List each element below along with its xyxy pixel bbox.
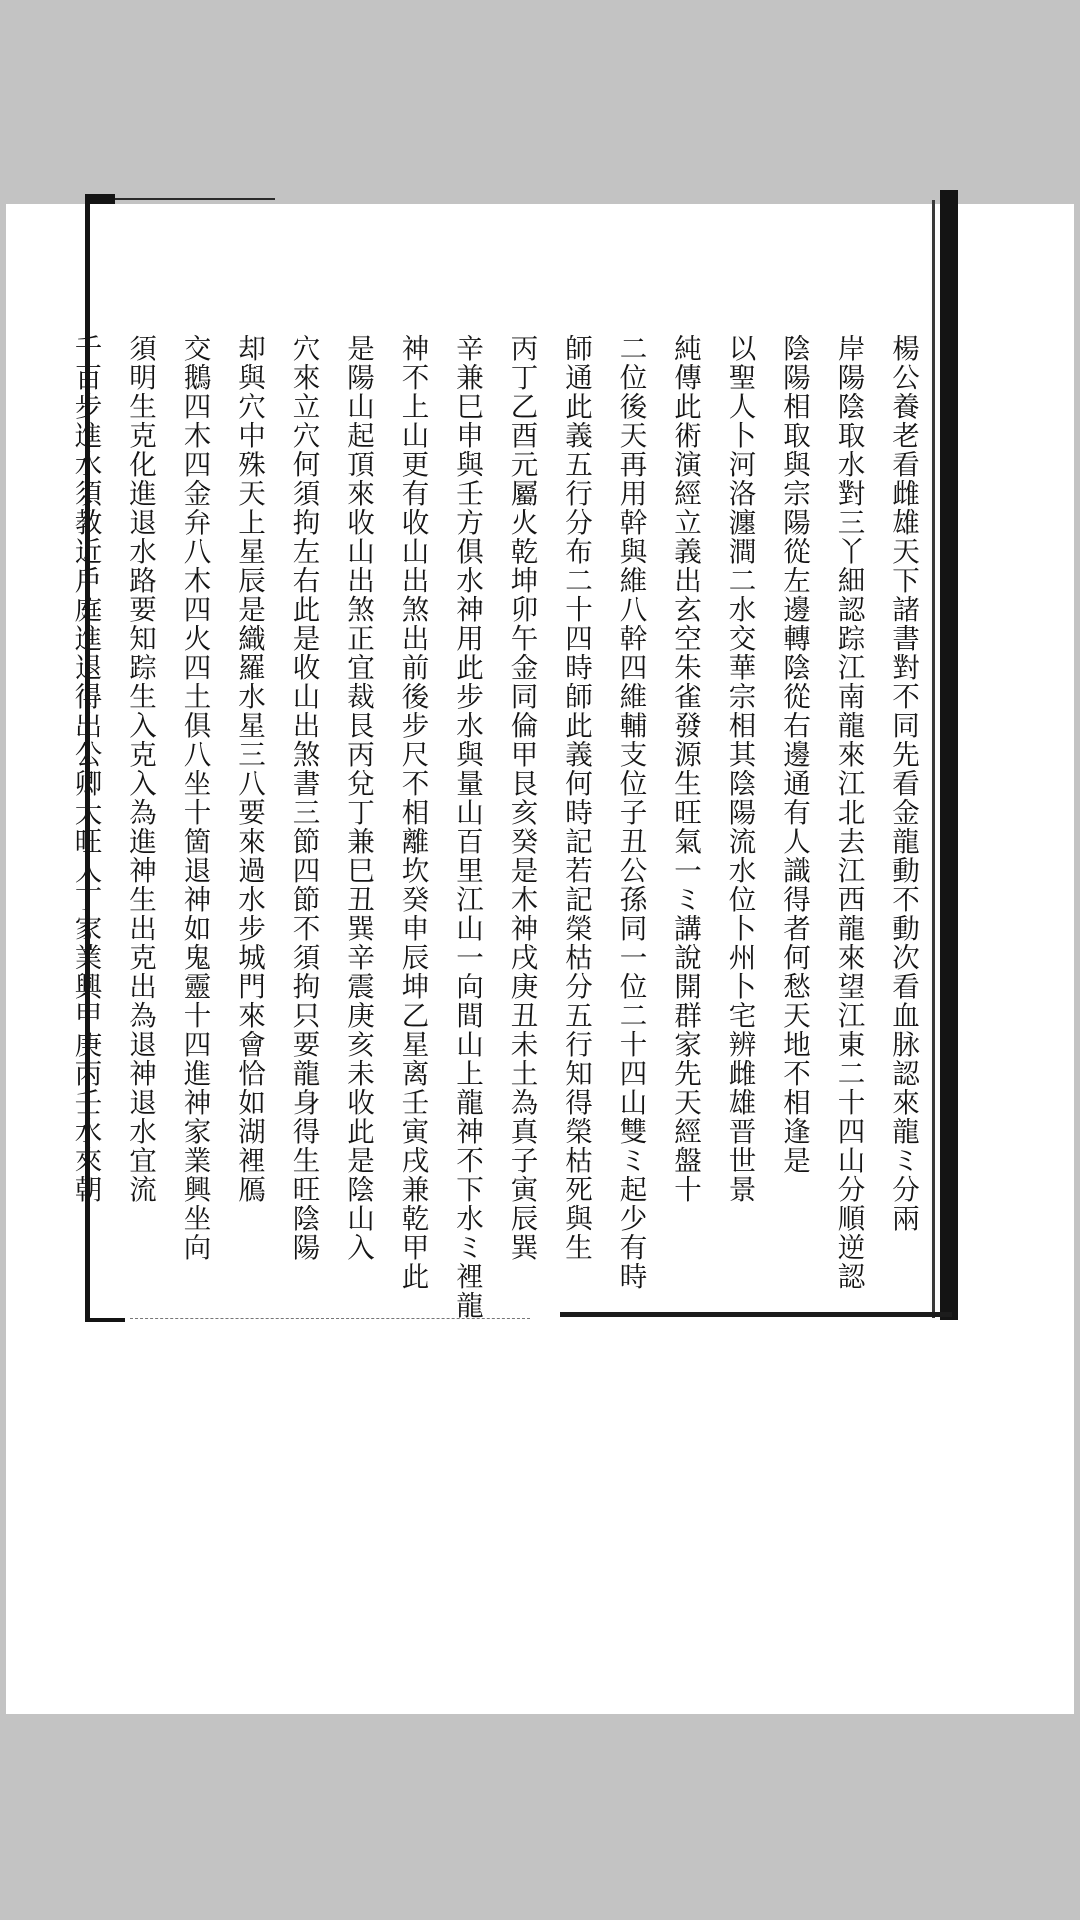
- text-column-6: 二位後天再用幹與維八幹四維輔支位子丑公孫同一位二十四山雙ミ起少有時: [614, 334, 647, 1291]
- text-column-13: 却與穴中殊天上星辰是織羅水星三八要來過水步城門來會恰如湖裡鴈: [233, 334, 265, 1204]
- frame-border-top: [115, 198, 275, 200]
- text-column-2: 岸陽陰取水對三丫細認踪江南龍來江北去江西龍來望江東二十四山分順逆認: [832, 334, 865, 1291]
- text-column-7: 師通此義五行分布二十四時師此義何時記若記榮枯分五行知得榮枯死與生: [560, 334, 592, 1262]
- text-column-1: 楊公養老看雌雄天下諸書對不同先看金龍動不動次看血脉認來龍ミ分兩: [887, 334, 919, 1233]
- text-column-10: 神不上山更有收山出煞出前後步尺不相離坎癸申辰坤乙星离壬寅戌兼乾甲此: [396, 334, 429, 1291]
- text-column-16: 千百步進水須教近戶庭進退得出公卿大旺人丁家業興甲庚丙壬水來朝: [69, 334, 102, 1204]
- text-column-9: 辛兼巳申與壬方俱水神用此步水與量山百里江山一向間山上龍神不下水ミ裡龍: [451, 334, 483, 1320]
- text-column-15: 須明生克化進退水路要知踪生入克入為進神生出克出為退神退水宜流: [124, 334, 156, 1204]
- text-column-4: 以聖人卜河洛瀍澗二水交華宗相其陰陽流水位卜州卜宅辨雌雄晋世景: [723, 334, 756, 1204]
- manuscript-text: [69, 334, 930, 1320]
- text-column-12: 穴來立穴何須拘左右此是收山出煞書三節四節不須拘只要龍身得生旺陰陽: [287, 334, 320, 1262]
- frame-corner-top-left: [85, 194, 115, 204]
- text-column-3: 陰陽相取與宗陽從左邊轉陰從右邊通有人識得者何愁天地不相逢是: [778, 334, 810, 1175]
- text-column-14: 交鵝四木四金弁八木四火四土俱八坐十箇退神如鬼靈十四進神家業興坐向: [178, 334, 211, 1262]
- text-column-5: 純傳此術演經立義出玄空朱雀發源生旺氣一ミ講說開群家先天經盤十: [669, 334, 701, 1204]
- text-column-11: 是陽山起頂來收山出煞正宜裁艮丙兌丁兼巳丑巽辛震庚亥未收此是陰山入: [342, 334, 374, 1262]
- frame-border-bottom: [560, 1312, 952, 1317]
- text-column-8: 丙丁乙酉元屬火乾坤卯午金同倫甲艮亥癸是木神戌庚丑未土為真子寅辰巽: [505, 334, 538, 1262]
- frame-border-right-inner: [932, 200, 935, 1318]
- frame-corner-bottom-left: [85, 1318, 125, 1322]
- frame-border-right: [940, 190, 958, 1320]
